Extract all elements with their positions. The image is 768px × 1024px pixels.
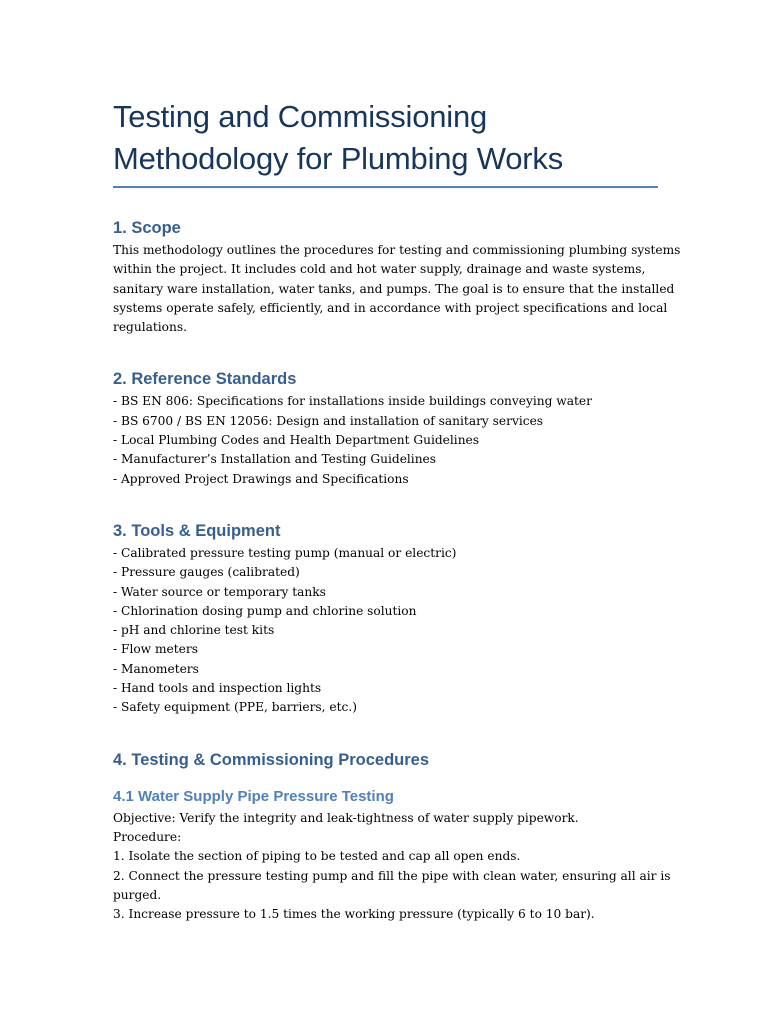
procedure-step: 2. Connect the pressure testing pump and fill the pipe with clean water, ensuring all air is (113, 868, 671, 883)
procedure-step: 1. Isolate the section of piping to be tested and cap all open ends. (113, 849, 521, 864)
section-heading-procedures: 4. Testing & Commissioning Procedures (113, 750, 430, 769)
list-item: - Approved Project Drawings and Specifications (113, 471, 409, 486)
list-item: - Chlorination dosing pump and chlorine solution (113, 603, 417, 618)
document-title: Testing and Commissioning Methodology for Plumbing Works (113, 96, 658, 188)
paragraph-line: within the project. It includes cold and hot water supply, drainage and waste systems, (113, 262, 646, 277)
paragraph-line: regulations. (113, 320, 187, 335)
list-item: - BS EN 806: Specifications for installations inside buildings conveying water (113, 394, 592, 409)
procedure-step: 3. Increase pressure to 1.5 times the working pressure (typically 6 to 10 bar). (113, 907, 595, 922)
list-item: - BS 6700 / BS EN 12056: Design and installation of sanitary services (113, 413, 544, 428)
section-heading-scope: 1. Scope (113, 219, 181, 237)
list-item: - Calibrated pressure testing pump (manual or electric) (113, 545, 457, 560)
list-item: - Safety equipment (PPE, barriers, etc.) (113, 700, 357, 715)
scope-paragraph (113, 241, 681, 337)
paragraph-line: This methodology outlines the procedures for testing and commissioning plumbing systems (113, 243, 681, 257)
list-item: - pH and chlorine test kits (113, 623, 275, 638)
list-item: - Water source or temporary tanks (113, 584, 326, 599)
reference-standards-list (113, 392, 658, 488)
section-heading-reference-standards: 2. Reference Standards (113, 370, 297, 389)
list-item: - Flow meters (113, 642, 198, 657)
tools-equipment-list (113, 544, 658, 718)
list-item: - Hand tools and inspection lights (113, 681, 322, 696)
paragraph-line: sanitary ware installation, water tanks, and pumps. The goal is to ensure that the installed (113, 281, 675, 296)
pressure-testing-body (113, 809, 671, 925)
paragraph-line: systems operate safely, efficiently, and in accordance with project specifications and local (113, 300, 668, 315)
list-item: - Manometers (113, 661, 199, 676)
paragraph-line: Objective: Verify the integrity and leak-tightness of water supply pipework. (113, 810, 579, 825)
list-item: - Pressure gauges (calibrated) (113, 565, 300, 580)
paragraph-line: Procedure: (113, 829, 182, 844)
subsection-heading-pressure-testing: 4.1 Water Supply Pipe Pressure Testing (113, 787, 394, 805)
list-item: - Manufacturer’s Installation and Testing Guidelines (113, 452, 437, 467)
list-item: - Local Plumbing Codes and Health Department Guidelines (113, 433, 480, 448)
document-page (113, 96, 681, 924)
section-heading-tools-equipment: 3. Tools & Equipment (113, 521, 281, 540)
procedure-step: purged. (113, 887, 162, 902)
